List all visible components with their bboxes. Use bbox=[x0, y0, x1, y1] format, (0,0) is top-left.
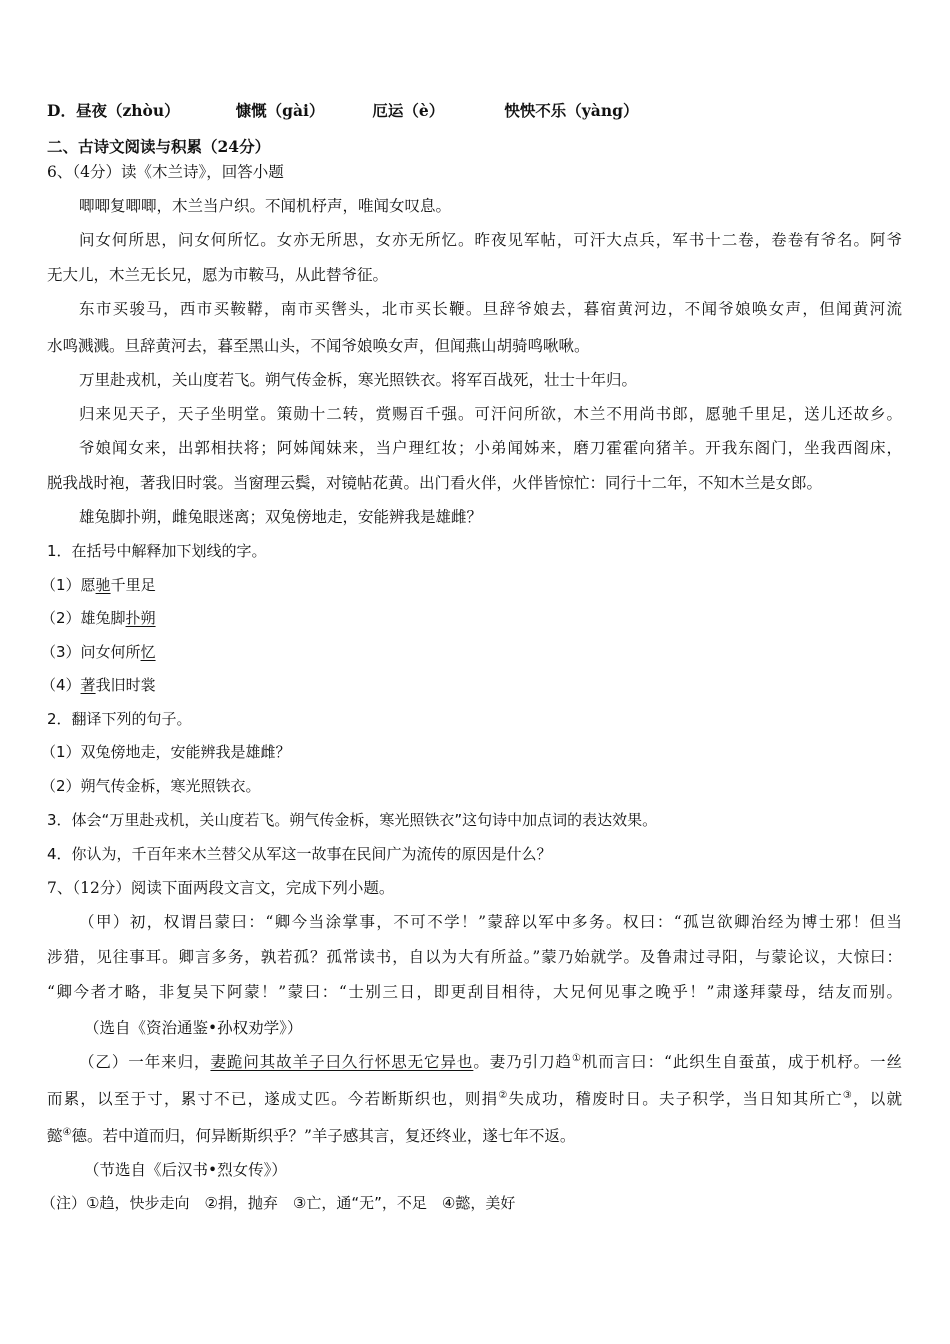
passage-jia-line: 涉猎，见往事耳。卿言多务，孰若孤？孤常读书，自以为大有所益。”蒙乃始就学。及鲁肃过寻阳，与蒙论议，大惊曰： bbox=[47, 948, 902, 966]
question-7-intro: 7、（12分）阅读下面两段文言文，完成下列小题。 bbox=[47, 879, 395, 897]
poem-paragraph: 唧唧复唧唧，木兰当户织。不闻机杼声，唯闻女叹息。 bbox=[79, 197, 452, 215]
option-d-item: 慷慨（gài） bbox=[235, 101, 325, 120]
sub-question-1-title: 1．在括号中解释加下划线的字。 bbox=[47, 542, 267, 560]
sub-question-item: （1）愿驰千里足 bbox=[41, 576, 156, 594]
poem-paragraph: 问女何所思，问女何所忆。女亦无所思，女亦无所忆。昨夜见军帖，可汗大点兵，军书十二卷，卷卷有爷名。阿爷 bbox=[79, 231, 902, 249]
footnote-marker: ④ bbox=[62, 1126, 72, 1138]
section-title: 二、古诗文阅读与积累（24分） bbox=[47, 137, 271, 156]
sub-question-item: （1）双兔傍地走，安能辨我是雄雌？ bbox=[41, 743, 291, 761]
passage-yi-line: 懿④德。若中道而归，何异断斯织乎？”羊子感其言，复还终业，遂七年不返。 bbox=[47, 1126, 576, 1145]
option-d-row bbox=[47, 101, 638, 121]
underlined-word: 著 bbox=[80, 676, 96, 694]
passage-jia-source: （选自《资治通鉴•孙权劝学》） bbox=[84, 1019, 303, 1037]
sub-question-3: 3．体会“万里赴戎机，关山度若飞。朔气传金柝，寒光照铁衣”这句诗中加点词的表达效果。 bbox=[47, 811, 658, 829]
poem-paragraph: 水鸣溅溅。旦辞黄河去，暮至黑山头，不闻爷娘唤女声，但闻燕山胡骑鸣啾啾。 bbox=[47, 337, 590, 355]
poem-paragraph: 无大儿，木兰无长兄，愿为市鞍马，从此替爷征。 bbox=[47, 266, 389, 284]
passage-yi-source: （节选自《后汉书•烈女传》） bbox=[84, 1161, 287, 1179]
footnote-marker: ③ bbox=[842, 1089, 854, 1101]
sub-question-4: 4．你认为，千百年来木兰替父从军这一故事在民间广为流传的原因是什么？ bbox=[47, 845, 552, 863]
option-d-item: 厄运（è） bbox=[372, 101, 445, 120]
underlined-sentence: 妻跪问其故羊子曰久行怀思无它异也 bbox=[210, 1053, 474, 1071]
option-d-item: 怏怏不乐（yàng） bbox=[504, 101, 639, 120]
option-d-label: D． bbox=[47, 101, 76, 120]
passage-yi-line: 而累，以至于寸，累寸不已，遂成丈匹。今若断斯织也，则捐②失成功，稽废时日。夫子积学，当日知其所亡③，以就 bbox=[47, 1089, 902, 1108]
sub-question-2-title: 2．翻译下列的句子。 bbox=[47, 710, 192, 728]
footnote-marker: ① bbox=[571, 1052, 582, 1064]
poem-paragraph: 雄兔脚扑朔，雌兔眼迷离；双兔傍地走，安能辨我是雄雌？ bbox=[79, 508, 483, 526]
poem-paragraph: 东市买骏马，西市买鞍鞯，南市买辔头，北市买长鞭。旦辞爷娘去，暮宿黄河边，不闻爷娘唤女声，但闻黄河流 bbox=[79, 300, 902, 318]
sub-question-item: （4）著我旧时裳 bbox=[41, 676, 156, 694]
sub-question-item: （2）雄兔脚扑朔 bbox=[41, 609, 156, 627]
underlined-word: 忆 bbox=[140, 643, 156, 661]
question-6-intro: 6、（4分）读《木兰诗》，回答小题 bbox=[47, 163, 284, 181]
footnote-marker: ② bbox=[498, 1089, 509, 1101]
poem-paragraph: 爷娘闻女来，出郭相扶将；阿姊闻妹来，当户理红妆；小弟闻姊来，磨刀霍霍向猪羊。开我东阁门，坐我西阁床， bbox=[79, 439, 902, 457]
poem-paragraph: 归来见天子，天子坐明堂。策勋十二转，赏赐百千强。可汗问所欲，木兰不用尚书郎，愿驰千里足，送儿还故乡。 bbox=[79, 405, 902, 423]
poem-paragraph: 脱我战时袍，著我旧时裳。当窗理云鬓，对镜帖花黄。出门看火伴，火伴皆惊忙：同行十二年，不知木兰是女郎。 bbox=[47, 474, 823, 492]
passage-jia-line: “卿今者才略，非复吴下阿蒙！”蒙曰：“士别三日，即更刮目相待，大兄何见事之晚乎！”肃遂拜蒙母，结友而别。 bbox=[47, 983, 902, 1001]
underlined-word: 扑朔 bbox=[125, 609, 156, 627]
sub-question-item: （2）朔气传金柝，寒光照铁衣。 bbox=[41, 777, 261, 795]
sub-question-item: （3）问女何所忆 bbox=[41, 643, 156, 661]
underlined-word: 驰 bbox=[95, 576, 111, 594]
passage-jia-line: （甲）初，权谓吕蒙曰：“卿今当涂掌事，不可不学！”蒙辞以军中多务。权曰：“孤岂欲卿治经为博士邪！但当 bbox=[79, 913, 902, 931]
passage-yi-line: （乙）一年来归，妻跪问其故羊子曰久行怀思无它异也。妻乃引刀趋①机而言曰：“此织生自蚕茧，成于机杼。一丝 bbox=[79, 1052, 902, 1071]
option-d-item: 昼夜（zhòu） bbox=[75, 101, 180, 120]
footnotes: （注）①趋，快步走向 ②捐，抛弃 ③亡，通“无”，不足 ④懿，美好 bbox=[41, 1194, 516, 1212]
poem-paragraph: 万里赴戎机，关山度若飞。朔气传金柝，寒光照铁衣。将军百战死，壮士十年归。 bbox=[79, 371, 638, 389]
